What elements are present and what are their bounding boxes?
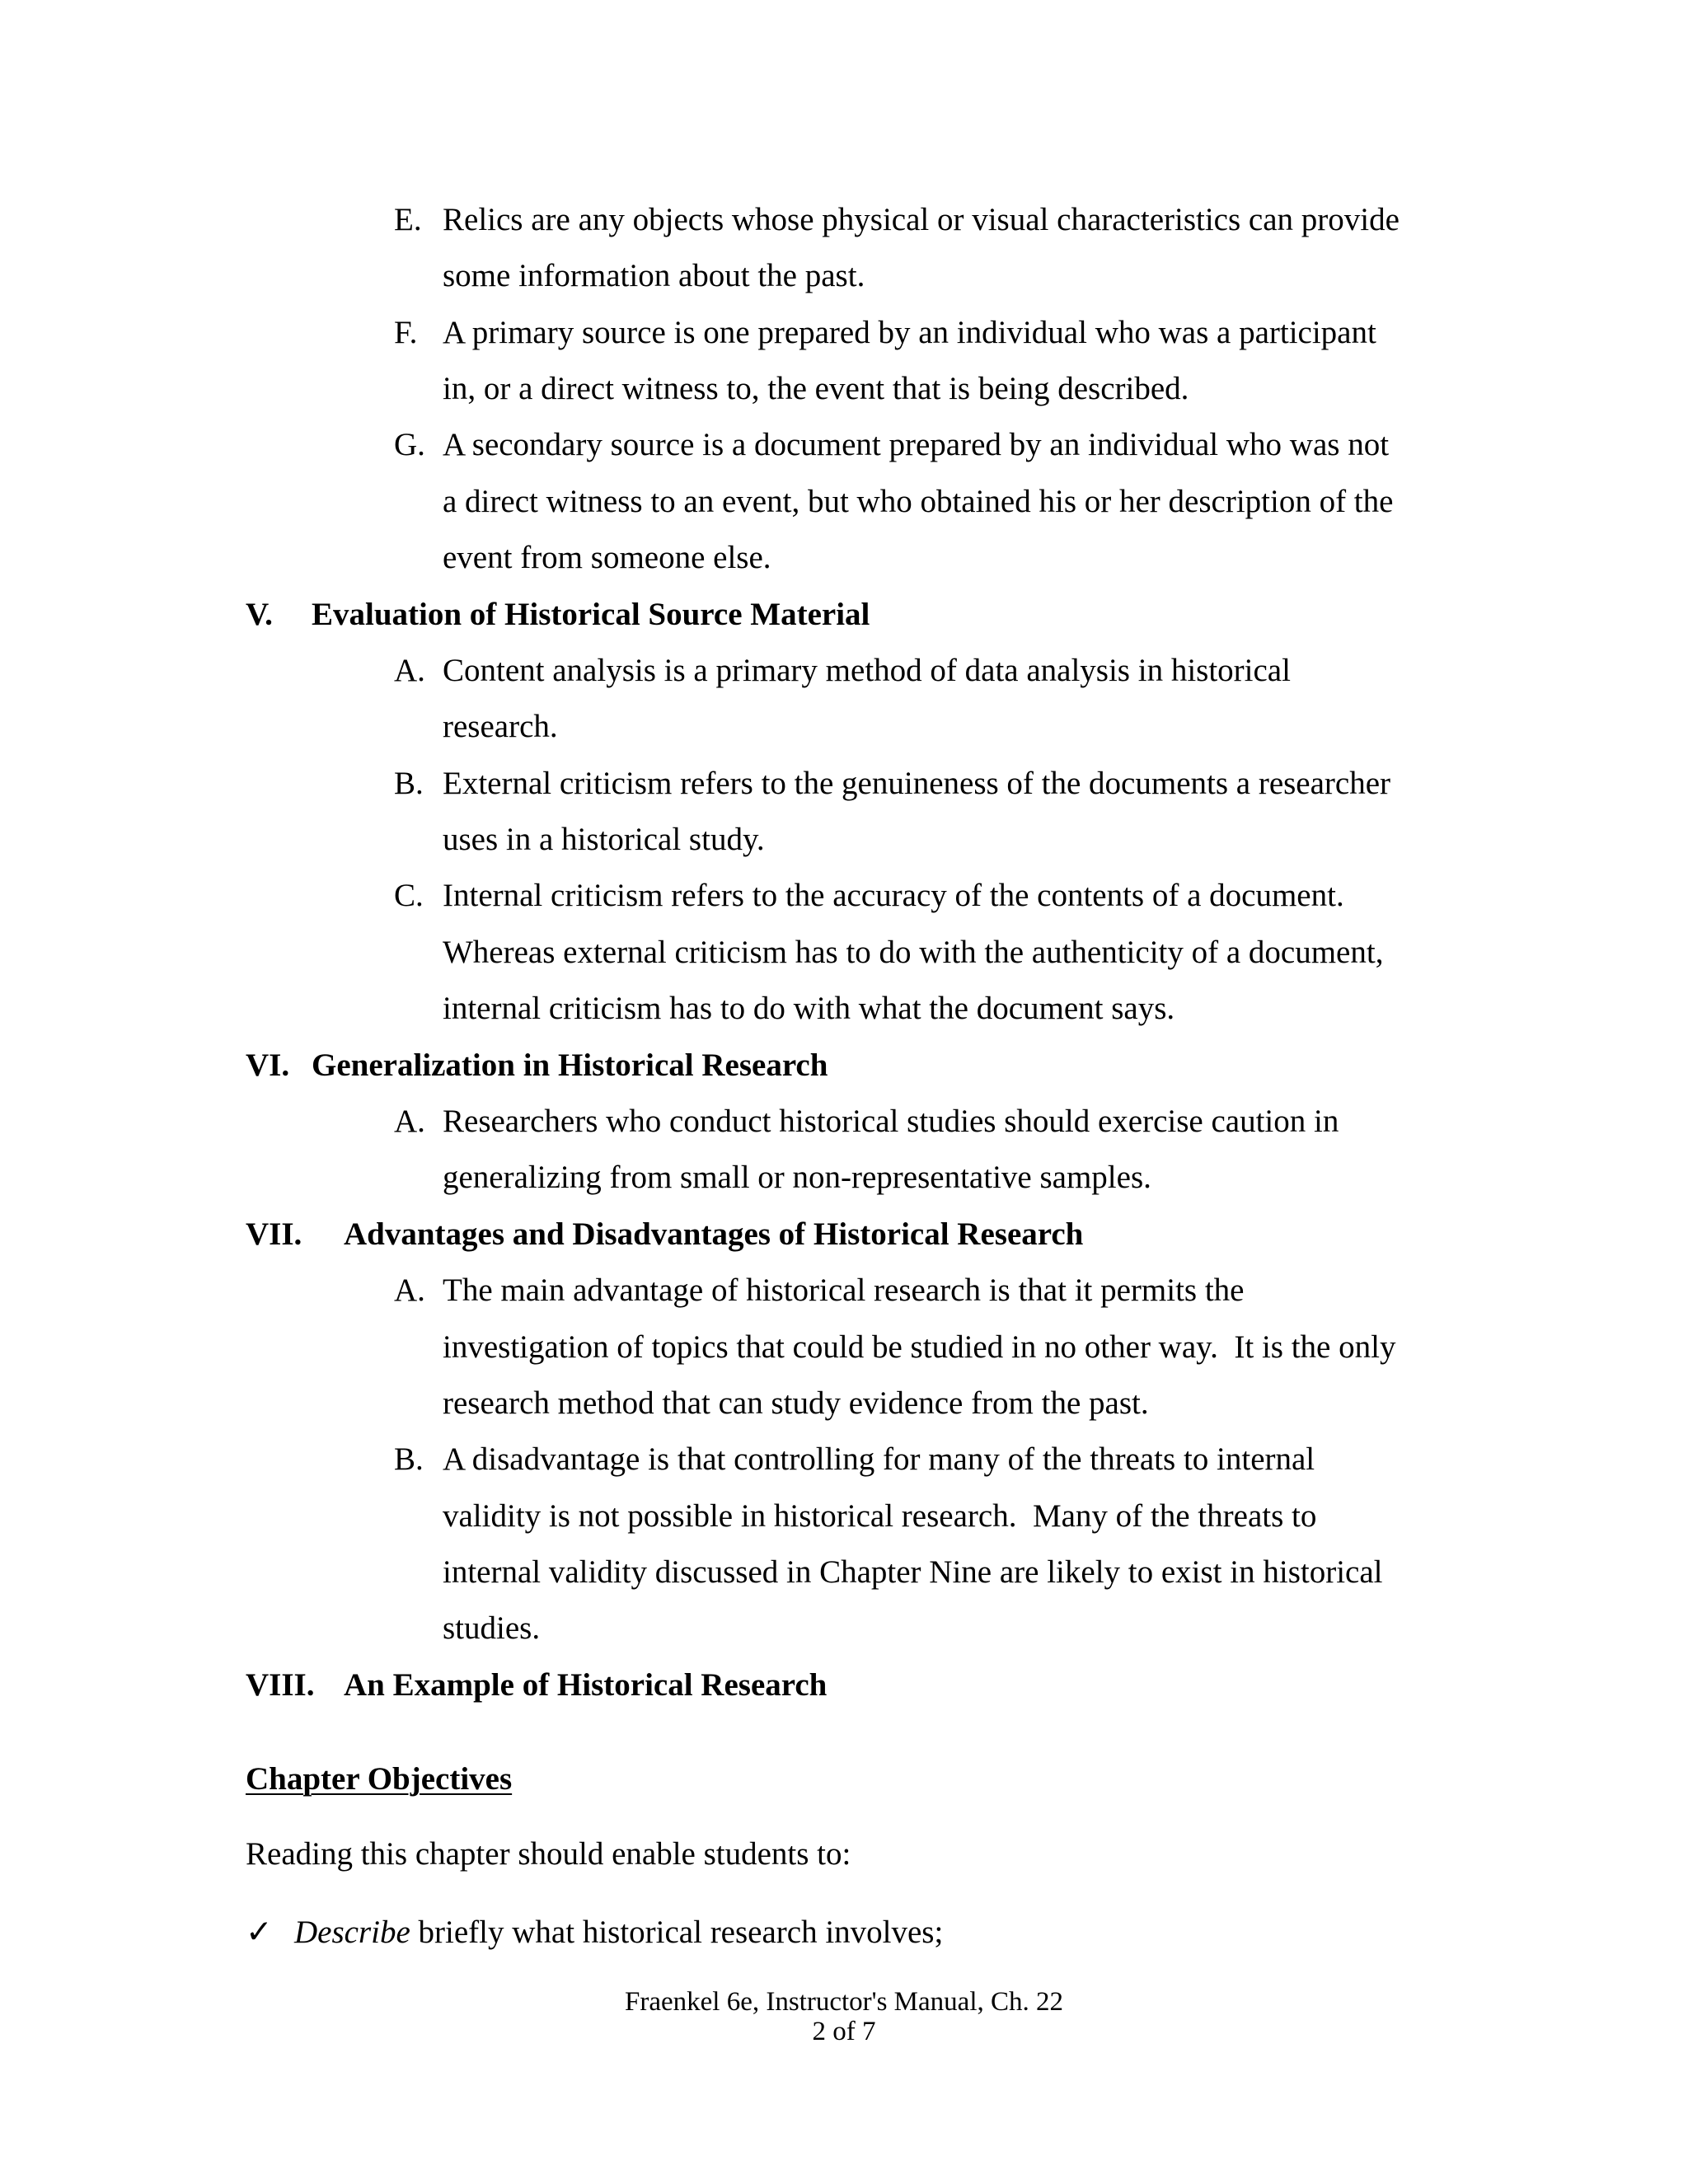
- outline-letter-e: E.: [394, 202, 422, 237]
- section-vii-a-line-2: investigation of topics that could be studied in no other way. It is the only: [443, 1329, 1396, 1365]
- outline-g-line-1: A secondary source is a document prepared by an individual who was not: [443, 427, 1390, 462]
- section-vi-numeral: VI.: [246, 1047, 290, 1083]
- section-vii-numeral: VII.: [246, 1216, 302, 1252]
- objective-item-1: [294, 1916, 943, 1948]
- outline-g-line-2: a direct witness to an event, but who obtained his or her description of the: [443, 484, 1394, 519]
- section-vii-b-line-3: internal validity discussed in Chapter Nine are likely to exist in historical: [443, 1554, 1383, 1590]
- section-v-letter-c: C.: [394, 878, 424, 913]
- objectives-intro: Reading this chapter should enable students to:: [246, 1836, 851, 1872]
- section-v-c-line-1: Internal criticism refers to the accuracy of the contents of a document.: [443, 878, 1344, 913]
- section-vii-letter-a: A.: [394, 1272, 425, 1308]
- section-v-b-line-2: uses in a historical study.: [443, 822, 765, 857]
- section-v-title: Evaluation of Historical Source Material: [312, 597, 870, 632]
- section-viii-title: An Example of Historical Research: [344, 1667, 828, 1703]
- section-v-letter-a: A.: [394, 653, 425, 688]
- outline-letter-f: F.: [394, 315, 418, 350]
- section-vi-a-line-1: Researchers who conduct historical studies should exercise caution in: [443, 1104, 1339, 1139]
- section-v-a-line-2: research.: [443, 709, 558, 744]
- section-v-letter-b: B.: [394, 766, 424, 801]
- section-vii-b-line-1: A disadvantage is that controlling for many of the threats to internal: [443, 1441, 1315, 1477]
- section-vi-title: Generalization in Historical Research: [312, 1047, 828, 1083]
- section-vi-letter-a: A.: [394, 1104, 425, 1139]
- section-viii-numeral: VIII.: [246, 1667, 315, 1703]
- outline-g-line-3: event from someone else.: [443, 540, 771, 575]
- section-v-c-line-3: internal criticism has to do with what the document says.: [443, 991, 1175, 1026]
- objective-verb: Describe: [294, 1915, 410, 1950]
- section-v-b-line-1: External criticism refers to the genuineness of the documents a researcher: [443, 766, 1391, 801]
- section-v-numeral: V.: [246, 597, 273, 632]
- section-v-a-line-1: Content analysis is a primary method of data analysis in historical: [443, 653, 1291, 688]
- outline-e-line-2: some information about the past.: [443, 258, 865, 293]
- outline-e-line-1: Relics are any objects whose physical or visual characteristics can provide: [443, 202, 1400, 237]
- section-vii-a-line-3: research method that can study evidence from the past.: [443, 1385, 1149, 1421]
- objectives-heading: Chapter Objectives: [246, 1761, 513, 1797]
- section-vii-letter-b: B.: [394, 1441, 424, 1477]
- footer-source: Fraenkel 6e, Instructor's Manual, Ch. 22: [625, 1987, 1063, 2017]
- section-vii-a-line-1: The main advantage of historical research is that it permits the: [443, 1272, 1245, 1308]
- outline-f-line-2: in, or a direct witness to, the event that is being described.: [443, 371, 1189, 406]
- section-vii-title: Advantages and Disadvantages of Historical Research: [344, 1216, 1084, 1252]
- checkmark-icon: ✓: [246, 1915, 273, 1950]
- outline-f-line-1: A primary source is one prepared by an individual who was a participant: [443, 315, 1376, 350]
- objective-text: briefly what historical research involves;: [410, 1915, 944, 1950]
- section-v-c-line-2: Whereas external criticism has to do with the authenticity of a document,: [443, 935, 1384, 970]
- section-vii-b-line-2: validity is not possible in historical research. Many of the threats to: [443, 1498, 1317, 1534]
- outline-letter-g: G.: [394, 427, 425, 462]
- footer-page-number: 2 of 7: [812, 2017, 876, 2046]
- section-vi-a-line-2: generalizing from small or non-representative samples.: [443, 1160, 1151, 1195]
- section-vii-b-line-4: studies.: [443, 1610, 541, 1646]
